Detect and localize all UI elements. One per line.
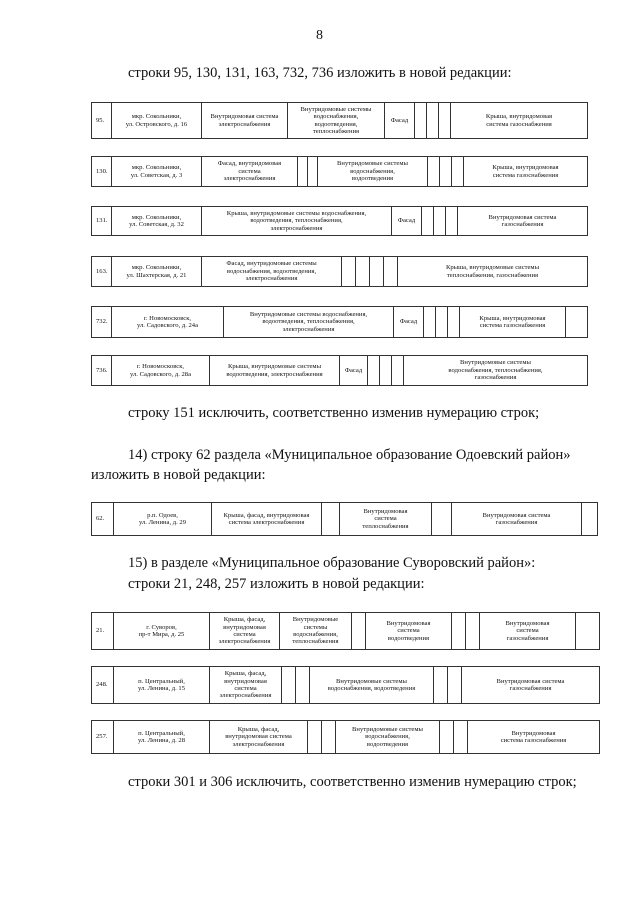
table-cell [439, 103, 451, 139]
table-cell [440, 721, 454, 754]
table-cell: Крыша, внутридомовая система газоснабжения [464, 157, 588, 187]
table-cell: 95. [92, 103, 112, 139]
table-cell [298, 157, 308, 187]
table-cell [448, 667, 462, 704]
table-cell: мкр. Сокольники, ул. Советская, д. 32 [112, 207, 202, 236]
table-cell [322, 721, 336, 754]
table-cell: 248. [92, 667, 114, 704]
table-cell [422, 207, 434, 236]
table-cell: р.п. Одоев, ул. Ленина, д. 29 [114, 503, 212, 536]
table-cell: Фасад, внутридомовая система электроснабжения [202, 157, 298, 187]
table-cell [446, 207, 458, 236]
table-cell [436, 307, 448, 338]
table-cell [448, 307, 460, 338]
table-cell: п. Центральный, ул. Ленина, д. 15 [114, 667, 210, 704]
table-cell: мкр. Сокольники, ул. Шахтерская, д. 21 [112, 257, 202, 287]
table-cell [322, 503, 340, 536]
table-row-130 [91, 156, 588, 187]
table-cell [296, 667, 310, 704]
table-cell: 130. [92, 157, 112, 187]
table-cell: Фасад, внутридомовые системы водоснабжения, водоотведения, электроснабжения [202, 257, 342, 287]
table-cell: Крыша, фасад, внутридомовая система электроснабжения [210, 613, 280, 650]
table-cell: Внутридомовая система газоснабжения [468, 721, 600, 754]
table-cell [452, 157, 464, 187]
table-row-257 [91, 720, 600, 754]
table-cell: Крыша, внутридомовые системы водоотведения, электроснабжения [210, 356, 340, 386]
table-cell: 21. [92, 613, 114, 650]
table-cell [440, 157, 452, 187]
table-cell: Крыша, внутридомовая система газоснабжения [460, 307, 566, 338]
table-row-131 [91, 206, 588, 236]
table-cell [432, 503, 452, 536]
table-row-95 [91, 102, 588, 139]
table-cell: 163. [92, 257, 112, 287]
table-cell: Фасад [394, 307, 424, 338]
table-row-736 [91, 355, 588, 386]
table-cell: Внутридомовые системы водоснабжения, теплоснабжения, газоснабжения [404, 356, 588, 386]
table-cell [434, 667, 448, 704]
table-cell [342, 257, 356, 287]
table-cell: Крыша, внутридомовые системы теплоснабжения, газоснабжения [398, 257, 588, 287]
table-row-62 [91, 502, 598, 536]
table-cell: 62. [92, 503, 114, 536]
table-cell: Внутридомовая система теплоснабжения [340, 503, 432, 536]
table-cell: Крыша, внутридомовая система газоснабжения [451, 103, 588, 139]
table-cell: г. Новомосковск, ул. Садовского, д. 28а [112, 356, 210, 386]
paragraph-row-151: строку 151 исключить, соответственно изменив нумерацию строк; [128, 405, 540, 421]
table-row-163 [91, 256, 588, 287]
table-cell [368, 356, 380, 386]
table-cell: Внутридомовые системы водоснабжения, водоотведения [336, 721, 440, 754]
table-cell [308, 721, 322, 754]
table-cell: Внутридомовая система газоснабжения [458, 207, 588, 236]
table-row-21 [91, 612, 600, 650]
table-cell: Внутридомовая система водоотведения [366, 613, 452, 650]
paragraph-rows-exclude: строки 301 и 306 исключить, соответственно изменив нумерацию строк; [128, 774, 577, 790]
table-cell: Фасад [340, 356, 368, 386]
table-cell [452, 613, 466, 650]
table-cell [352, 613, 366, 650]
table-cell: г. Суворов, пр-т Мира, д. 25 [114, 613, 210, 650]
table-cell: 131. [92, 207, 112, 236]
table-cell: Внутридомовые системы водоснабжения, водоотведения [318, 157, 428, 187]
table-cell: 736. [92, 356, 112, 386]
table-cell: Крыша, фасад, внутридомовая система электроснабжения [210, 667, 282, 704]
table-cell: Внутридомовая система газоснабжения [452, 503, 582, 536]
page-number: 8 [316, 28, 323, 43]
table-cell: Фасад [392, 207, 422, 236]
table-row-248 [91, 666, 600, 704]
table-cell [424, 307, 436, 338]
table-cell: мкр. Сокольники, ул. Островского, д. 16 [112, 103, 202, 139]
table-cell [356, 257, 370, 287]
paragraph-item-14-line1: 14) строку 62 раздела «Муниципальное образование Одоевский район» [128, 447, 571, 463]
table-cell [454, 721, 468, 754]
table-cell [370, 257, 384, 287]
table-cell [308, 157, 318, 187]
table-cell: Внутридомовая система газоснабжения [462, 667, 600, 704]
table-cell: 257. [92, 721, 114, 754]
table-cell [392, 356, 404, 386]
paragraph-rows-edit: строки 95, 130, 131, 163, 732, 736 изложить в новой редакции: [128, 65, 512, 81]
table-cell: Внутридомовая система газоснабжения [480, 613, 576, 650]
table-cell [566, 307, 588, 338]
table-cell: Внутридомовые системы водоснабжения, водоотведения [310, 667, 434, 704]
table-cell: Крыша, фасад, внутридомовая система электроснабжения [210, 721, 308, 754]
table-cell [427, 103, 439, 139]
paragraph-item-14-line2: изложить в новой редакции: [91, 467, 266, 483]
table-cell [282, 667, 296, 704]
table-cell: Фасад [385, 103, 415, 139]
table-cell [428, 157, 440, 187]
table-cell: мкр. Сокольники, ул. Советская, д. 3 [112, 157, 202, 187]
table-cell [434, 207, 446, 236]
paragraph-item-15-line2: строки 21, 248, 257 изложить в новой редакции: [128, 576, 425, 592]
table-row-732 [91, 306, 588, 338]
table-cell: Крыша, фасад, внутридомовая система электроснабжения [212, 503, 322, 536]
table-cell: Внутридомовые системы водоснабжения, теплоснабжения [280, 613, 352, 650]
table-cell: Внутридомовые системы водоснабжения, водоотведения, теплоснабжения [288, 103, 385, 139]
table-cell: п. Центральный, ул. Ленина, д. 28 [114, 721, 210, 754]
table-cell [582, 503, 598, 536]
paragraph-item-15-line1: 15) в разделе «Муниципальное образование Суворовский район»: [128, 555, 536, 571]
table-cell: 732. [92, 307, 112, 338]
table-cell: Внутридомовые системы водоснабжения, водоотведения, теплоснабжения, электроснабжения [224, 307, 394, 338]
table-cell: г. Новомосковск, ул. Садовского, д. 24а [112, 307, 224, 338]
table-cell [384, 257, 398, 287]
table-cell [576, 613, 600, 650]
table-cell [380, 356, 392, 386]
table-cell [466, 613, 480, 650]
table-cell: Внутридомовая система электроснабжения [202, 103, 288, 139]
table-cell: Крыша, внутридомовые системы водоснабжения, водоотведения, теплоснабжения, электроснабжения [202, 207, 392, 236]
table-cell [415, 103, 427, 139]
